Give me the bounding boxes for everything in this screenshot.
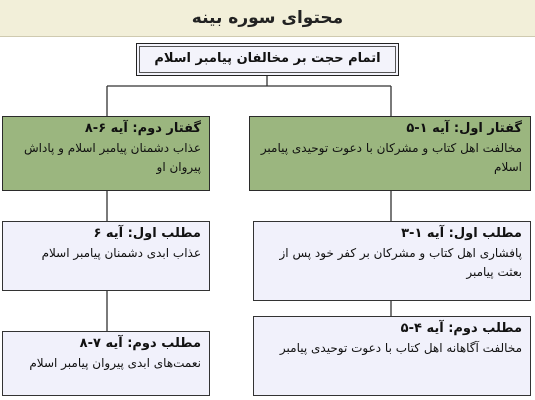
page-title: محتوای سوره بینه [0,0,535,37]
subsection-node-1-2 [253,316,531,396]
section-title: گفتار اول: آیه ۱-۵ [406,121,522,136]
subsection-title: مطلب دوم: آیه ۷-۸ [79,336,201,351]
subsection-body: نعمت‌های ابدی پیروان پیامبر اسلام [29,356,201,370]
subsection-node-1-1 [253,221,531,301]
subsection-body: مخالفت آگاهانه اهل کتاب با دعوت توحیدی پیامبر [279,341,522,355]
subsection-node-2-2 [2,331,210,396]
subsection-node-2-1 [2,221,210,291]
subsection-body: عذاب ابدی دشمنان پیامبر اسلام [41,246,201,260]
section-node-2 [2,116,210,191]
section-node-1 [249,116,531,191]
subsection-title: مطلب دوم: آیه ۴-۵ [400,321,522,336]
subsection-title: مطلب اول: آیه ۶ [93,226,201,241]
section-title: گفتار دوم: آیه ۶-۸ [84,121,201,136]
section-body: مخالفت اهل کتاب و مشرکان با دعوت توحیدی پیامبر اسلام [260,141,522,174]
section-body: عذاب دشمنان پیامبر اسلام و پاداش پیروان او [24,141,201,174]
subsection-body: پافشاری اهل کتاب و مشرکان بر کفر خود پس از بعثت پیامبر [279,246,522,279]
subsection-title: مطلب اول: آیه ۱-۳ [401,226,522,241]
root-node: اتمام حجت بر مخالفان پیامبر اسلام [136,43,399,76]
